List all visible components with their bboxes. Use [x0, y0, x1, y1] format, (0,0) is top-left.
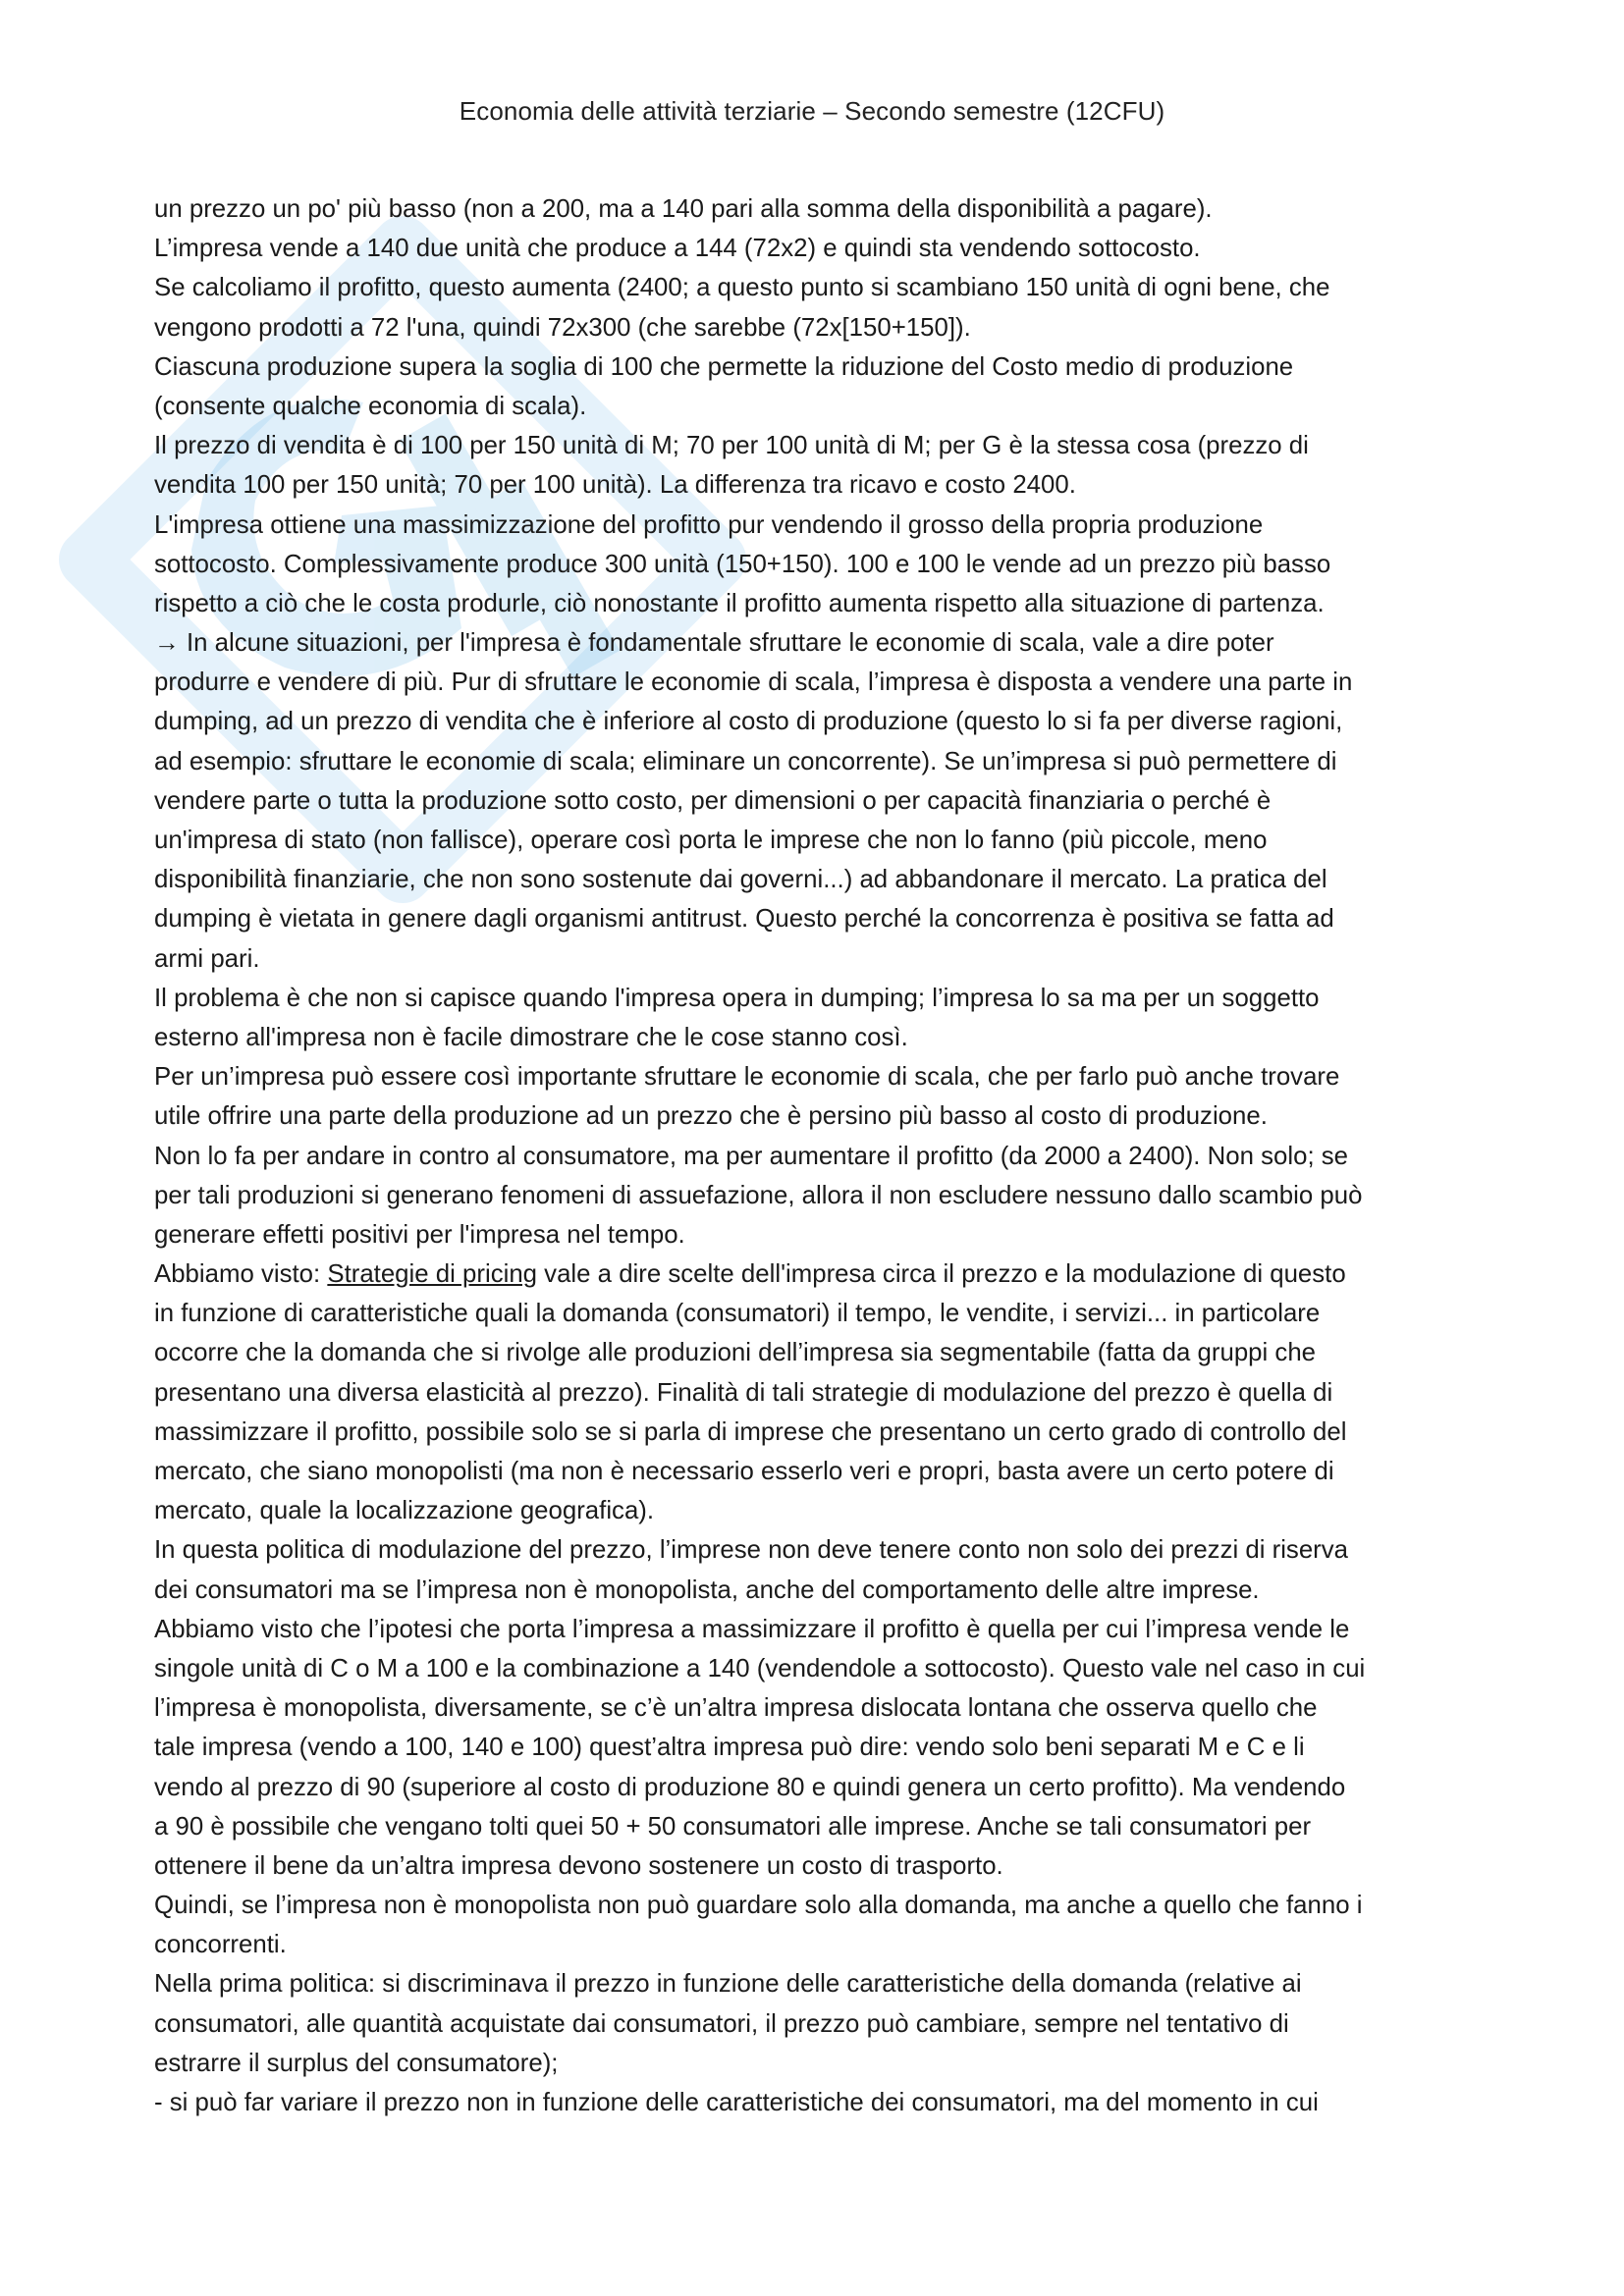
text-line: Quindi, se l’impresa non è monopolista non può guardare solo alla domanda, ma anche a quello che fanno i — [154, 1892, 1363, 1920]
text-line: tale impresa (vendo a 100, 140 e 100) quest’altra impresa può dire: vendo solo beni separati M e C e li — [154, 1734, 1305, 1762]
text-line: sottocosto. Complessivamente produce 300 unità (150+150). 100 e 100 le vende ad un prezzo più basso — [154, 550, 1331, 578]
document-body — [154, 189, 1489, 2122]
text-line: dumping, ad un prezzo di vendita che è inferiore al costo di produzione (questo lo si fa per diverse ragioni, — [154, 708, 1343, 736]
text-line: a 90 è possibile che vengano tolti quei 50 + 50 consumatori alle imprese. Anche se tali consumatori per — [154, 1812, 1312, 1841]
text-line: concorrenti. — [154, 1931, 287, 1959]
text-line: Per un’impresa può essere così importante sfruttare le economie di scala, che per farlo può anche trovare — [154, 1063, 1340, 1092]
text-line: In questa politica di modulazione del prezzo, l’imprese non deve tenere conto non solo dei prezzi di riserva — [154, 1536, 1349, 1565]
text-line: vendere parte o tutta la produzione sotto costo, per dimensioni o per capacità finanziaria o perché è — [154, 786, 1272, 815]
text-line: generare effetti positivi per l'impresa nel tempo. — [154, 1220, 685, 1249]
text-line: disponibilità finanziarie, che non sono sostenute dai governi...) ad abbandonare il mercato. La pratica del — [154, 866, 1327, 894]
text-line: rispetto a ciò che le costa produrle, ciò nonostante il profitto aumenta rispetto alla situazione di partenza. — [154, 589, 1325, 617]
text-line: presentano una diversa elasticità al prezzo). Finalità di tali strategie di modulazione del prezzo è quella di — [154, 1378, 1333, 1407]
text-line: L'impresa ottiene una massimizzazione del profitto pur vendendo il grosso della propria produzione — [154, 510, 1264, 539]
text-line: Nella prima politica: si discriminava il prezzo in funzione delle caratteristiche della domanda (relative ai — [154, 1970, 1302, 1999]
text-line: consumatori, alle quantità acquistate dai consumatori, il prezzo può cambiare, sempre nel tentativo di — [154, 2009, 1289, 2038]
text-line: Ciascuna produzione supera la soglia di 100 che permette la riduzione del Costo medio di produzione — [154, 352, 1294, 381]
text-line: dumping è vietata in genere dagli organismi antitrust. Questo perché la concorrenza è positiva se fatta ad — [154, 905, 1334, 934]
text-line: (consente qualche economia di scala). — [154, 392, 587, 420]
text-line: → In alcune situazioni, per l'impresa è fondamentale sfruttare le economie di scala, vale a dire poter — [154, 629, 1274, 658]
text-line: Il prezzo di vendita è di 100 per 150 unità di M; 70 per 100 unità di M; per G è la stessa cosa (prezzo di — [154, 432, 1309, 460]
text-line: un prezzo un po' più basso (non a 200, ma a 140 pari alla somma della disponibilità a pagare). — [154, 195, 1213, 223]
text-line: vengono prodotti a 72 l'una, quindi 72x300 (che sarebbe (72x[150+150]). — [154, 313, 971, 342]
text-line: armi pari. — [154, 944, 260, 973]
text-line: Il problema è che non si capisce quando l'impresa opera in dumping; l’impresa lo sa ma per un soggetto — [154, 984, 1320, 1012]
text-line: ottenere il bene da un’altra impresa devono sostenere un costo di trasporto. — [154, 1851, 1003, 1880]
pricing-underlined-term: Strategie di pricing — [327, 1260, 538, 1289]
page-header: Economia delle attività terziarie – Secondo semestre (12CFU) — [459, 96, 1165, 126]
text-line: esterno all'impresa non è facile dimostrare che le cose stanno così. — [154, 1023, 908, 1051]
text-line: Abbiamo visto che l’ipotesi che porta l’impresa a massimizzare il profitto è quella per cui l’impresa vende le — [154, 1615, 1350, 1643]
pricing-suffix: vale a dire scelte dell'impresa circa il prezzo e la modulazione di questo — [537, 1260, 1346, 1289]
text-line: un'impresa di stato (non fallisce), operare così porta le imprese che non lo fanno (più piccole, meno — [154, 827, 1268, 854]
text-line: ad esempio: sfruttare le economie di scala; eliminare un concorrente). Se un’impresa si può permettere di — [154, 747, 1337, 775]
text-line: L’impresa vende a 140 due unità che produce a 144 (72x2) e quindi sta vendendo sottocosto. — [154, 235, 1201, 263]
pricing-prefix: Abbiamo visto: — [154, 1260, 328, 1289]
text-line: vendo al prezzo di 90 (superiore al costo di produzione 80 e quindi genera un certo profitto). Ma vendendo — [154, 1773, 1346, 1801]
text-line: - si può far variare il prezzo non in funzione delle caratteristiche dei consumatori, ma del momento in cui — [154, 2089, 1319, 2116]
text-line: l’impresa è monopolista, diversamente, se c’è un’altra impresa dislocata lontana che osserva quello che — [154, 1694, 1318, 1723]
text-line: in funzione di caratteristiche quali la domanda (consumatori) il tempo, le vendite, i servizi... in particolare — [154, 1300, 1321, 1328]
text-line: singole unità di C o M a 100 e la combinazione a 140 (vendendole a sottocosto). Questo vale nel caso in cui — [154, 1654, 1366, 1682]
text-line: vendita 100 per 150 unità; 70 per 100 unità). La differenza tra ricavo e costo 2400. — [154, 471, 1076, 500]
text-line: utile offrire una parte della produzione ad un prezzo che è persino più basso al costo di produzione. — [154, 1102, 1268, 1131]
text-line: mercato, che siano monopolisti (ma non è necessario esserlo veri e propri, basta avere un certo potere di — [154, 1458, 1334, 1485]
text-line: occorre che la domanda che si rivolge alle produzioni dell’impresa sia segmentabile (fatta da gruppi che — [154, 1339, 1317, 1367]
text-line: estrarre il surplus del consumatore); — [154, 2049, 559, 2077]
text-line: per tali produzioni si generano fenomeni di assuefazione, allora il non escludere nessuno dallo scambio può — [154, 1181, 1363, 1209]
text-line: produrre e vendere di più. Pur di sfruttare le economie di scala, l’impresa è disposta a vendere una parte in — [154, 668, 1353, 697]
text-line: mercato, quale la localizzazione geografica). — [154, 1497, 655, 1525]
text-line: Non lo fa per andare in contro al consumatore, ma per aumentare il profitto (da 2000 a 2400). Non solo; se — [154, 1142, 1349, 1170]
text-line: dei consumatori ma se l’impresa non è monopolista, anche del comportamento delle altre imprese. — [154, 1575, 1260, 1604]
text-line: massimizzare il profitto, possibile solo se si parla di imprese che presentano un certo grado di controllo del — [154, 1417, 1347, 1446]
text-line: Se calcoliamo il profitto, questo aumenta (2400; a questo punto si scambiano 150 unità di ogni bene, che — [154, 274, 1330, 302]
text-line-pricing — [154, 1255, 1489, 1294]
